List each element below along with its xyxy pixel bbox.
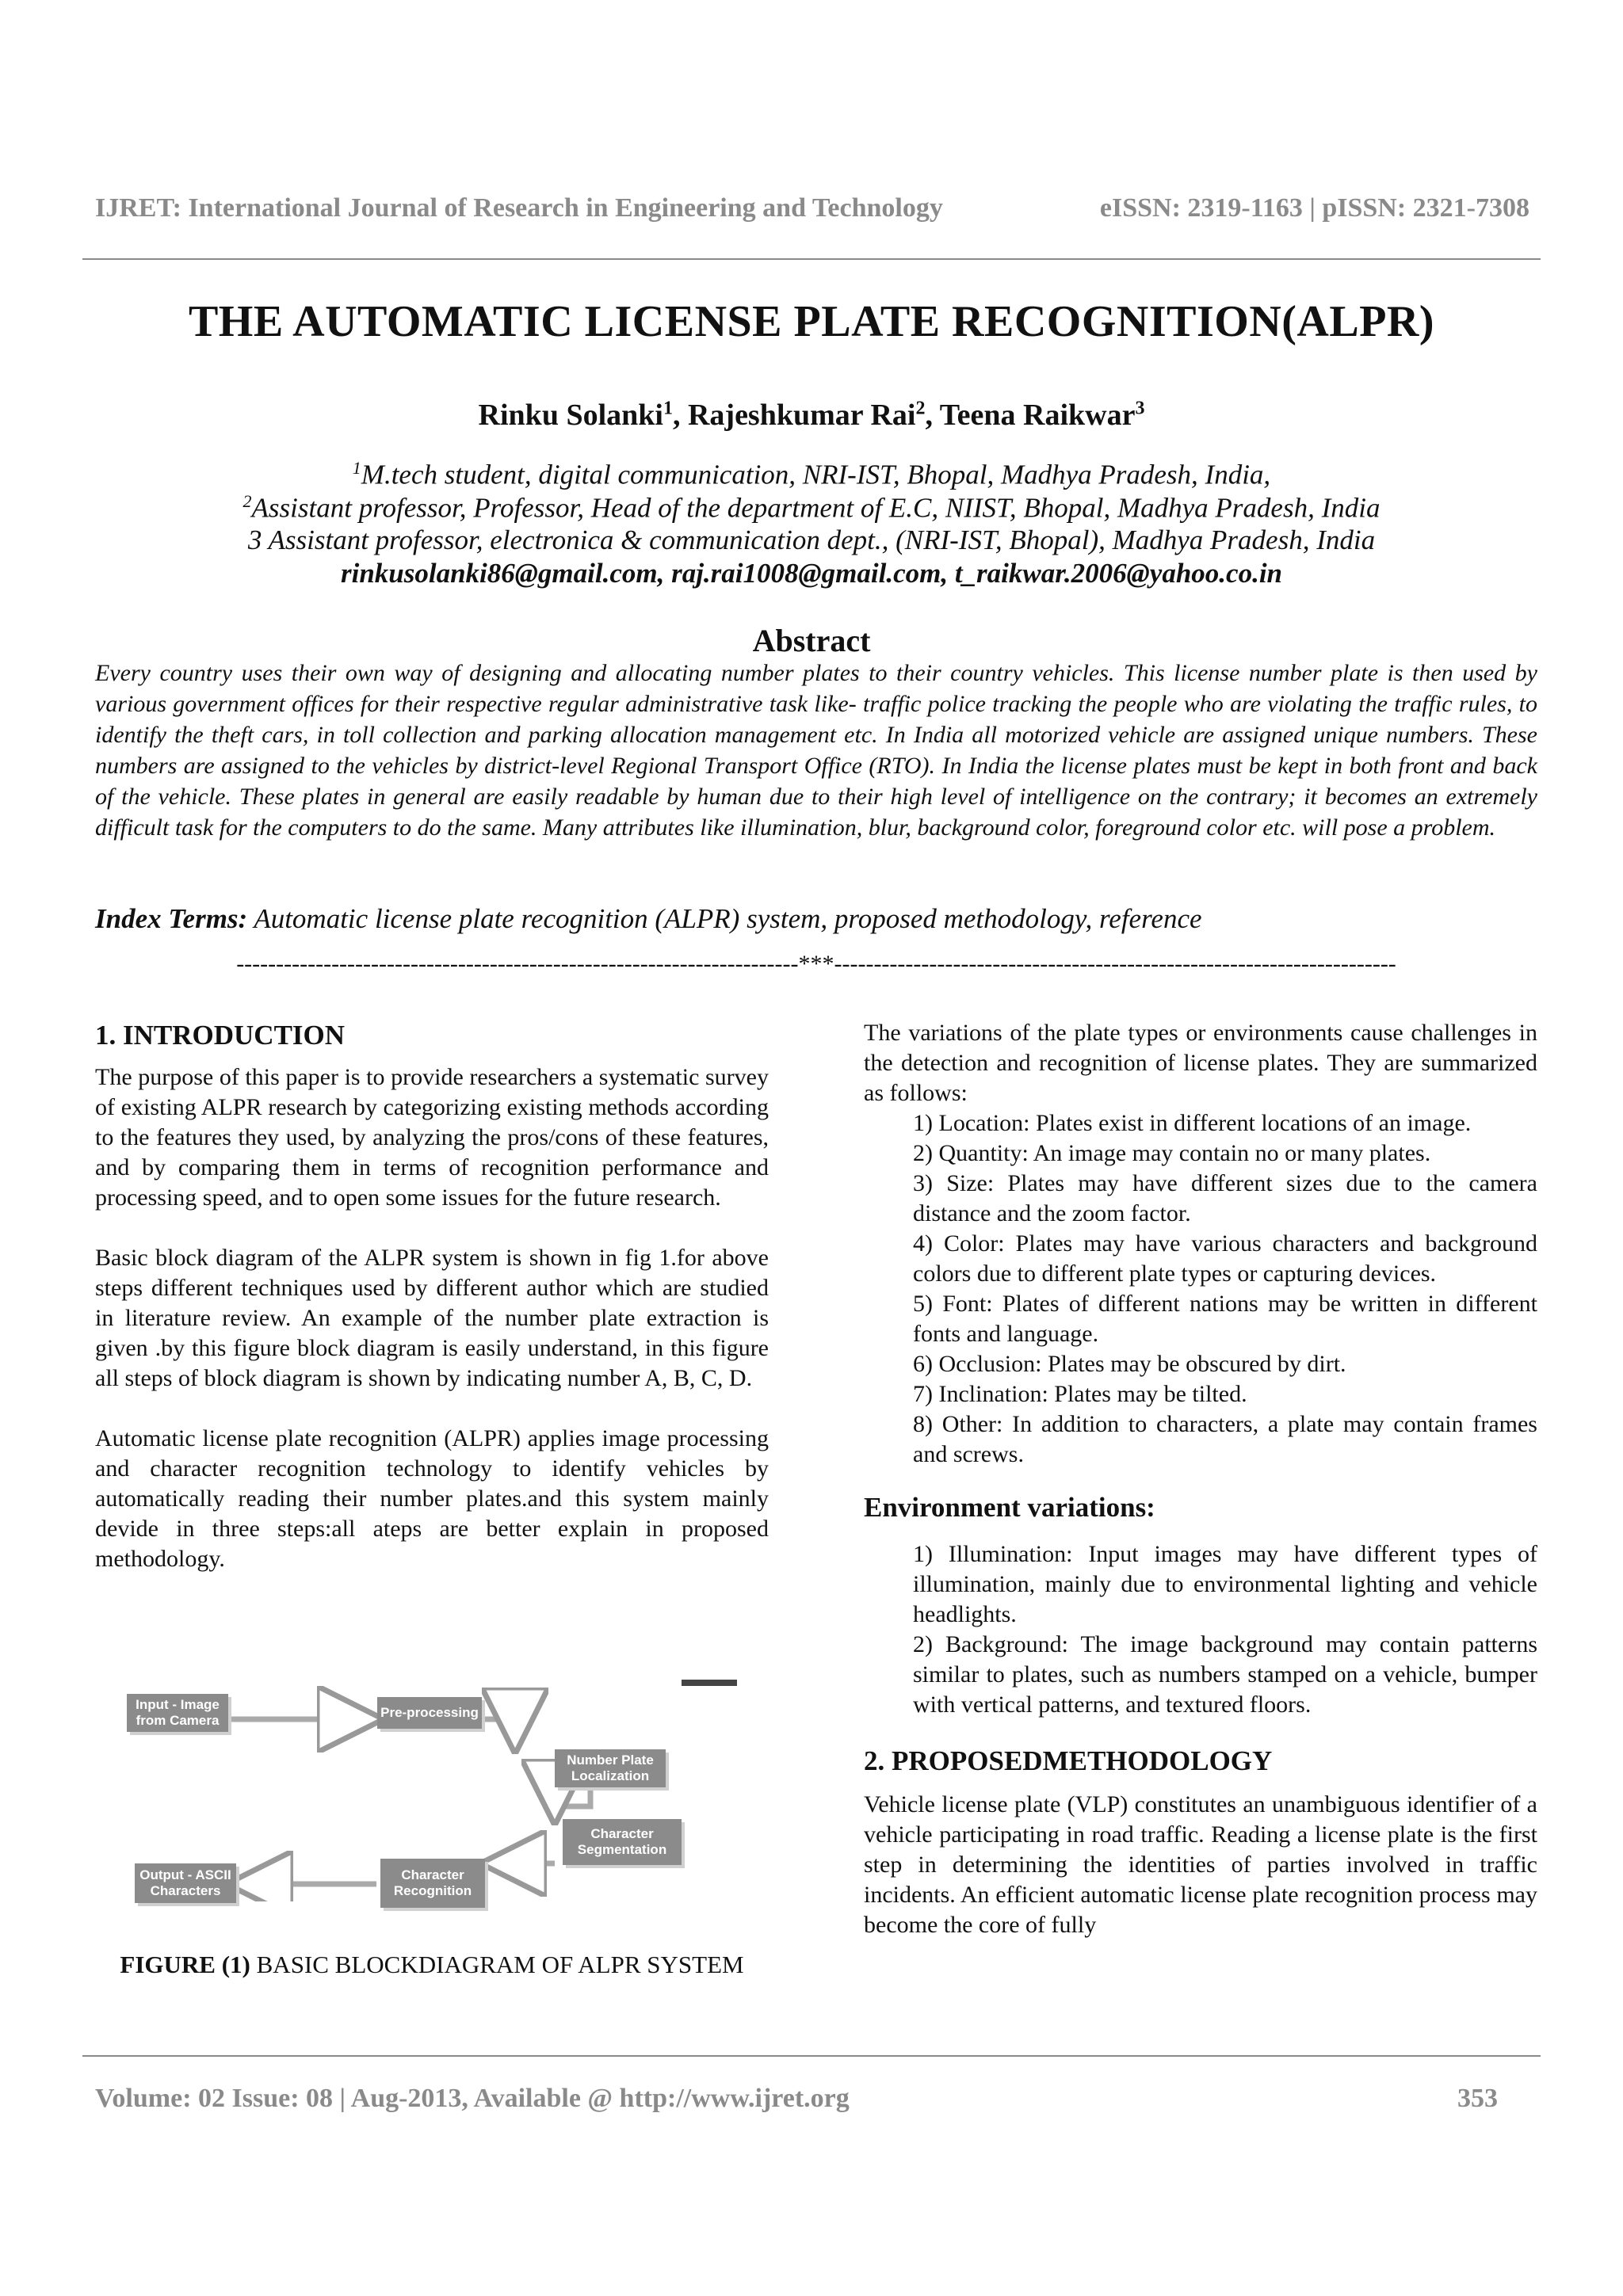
arrow-preprocessing-to-localization (485, 1719, 515, 1743)
box-output-ascii: Output - ASCII Characters (135, 1863, 236, 1903)
intro-heading: 1. INTRODUCTION (95, 1020, 346, 1051)
intro-paragraph-1: The purpose of this paper is to provide researchers a systematic survey of existing ALPR research by categorizing existing methods according to the features they used, by analyzing the pros/cons of these features, and by comparing them in terms of recognition performance and processing speed, and to open some issues for the future research. (95, 1064, 769, 1211)
list-item: 4) Color: Plates may have various characters and background colors due to different plate types or capturing devices. (913, 1230, 1537, 1287)
author-1: Rinku Solanki (478, 399, 663, 432)
list-item: 3) Size: Plates may have different sizes due to the camera distance and the zoom factor. (913, 1170, 1537, 1226)
figure-dash-mark (682, 1680, 737, 1686)
right-column (864, 1018, 1537, 1940)
list-item: 6) Occlusion: Plates may be obscured by dirt. (913, 1351, 1346, 1377)
environment-list (864, 1539, 1537, 1720)
running-footer (95, 2084, 1529, 2114)
affiliation-2 (0, 491, 1623, 524)
intro-paragraph-3: Automatic license plate recognition (ALPR) applies image processing and character recognition technology to identify vehicles by automatically reading their number plates.and this system mainly devide in three steps:all ateps are better explain in proposed methodology. (95, 1425, 769, 1572)
running-header (95, 193, 1529, 223)
environment-heading: Environment variations: (864, 1492, 1155, 1523)
authors (0, 398, 1623, 433)
list-item: 8) Other: In addition to characters, a plate may contain frames and screws. (913, 1411, 1537, 1467)
paper-title: THE AUTOMATIC LICENSE PLATE RECOGNITION(ALPR) (188, 297, 1435, 346)
variations-list (864, 1108, 1537, 1470)
section-separator: -----------------------------------------------------------------------***----------------------------------------------------------------------- (236, 951, 1396, 977)
figure-caption-label: FIGURE (1) (120, 1951, 250, 1978)
author-3-sup: 3 (1135, 398, 1145, 419)
arrow-localization-to-segmentation (555, 1784, 590, 1814)
footer-rule (82, 2055, 1541, 2057)
author-2: , Rajeshkumar Rai (672, 399, 916, 432)
header-rule (82, 258, 1541, 260)
figure-caption (95, 1949, 769, 1981)
abstract-heading: Abstract (752, 623, 871, 658)
index-terms-label: Index Terms: (95, 903, 248, 934)
author-1-sup: 1 (663, 398, 673, 419)
box-character-segmentation: Character Segmentation (563, 1819, 682, 1865)
issn: eISSN: 2319-1163 | pISSN: 2321-7308 (1099, 193, 1529, 223)
volume-info: Volume: 02 Issue: 08 | Aug-2013, Available @ http://www.ijret.org (95, 2084, 850, 2113)
affiliation-3: 3 Assistant professor, electronica & communication dept., (NRI-IST, Bhopal), Madhya Pradesh, India (247, 524, 1376, 555)
author-3: , Teena Raikwar (925, 399, 1136, 432)
list-item: 2) Background: The image background may contain patterns similar to plates, such as numbers stamped on a vehicle, bumper with vertical patterns, and textured floors. (913, 1631, 1537, 1718)
left-column (95, 1018, 769, 1574)
variations-intro: The variations of the plate types or environments cause challenges in the detection and recognition of license plates. They are summarized as follows: (864, 1020, 1537, 1106)
affiliation-1-sup: 1 (352, 458, 361, 478)
list-item: 1) Location: Plates exist in different locations of an image. (913, 1110, 1472, 1136)
figure-caption-text: BASIC BLOCKDIAGRAM OF ALPR SYSTEM (250, 1951, 744, 1978)
box-pre-processing: Pre-processing (377, 1697, 482, 1729)
list-item: 7) Inclination: Plates may be tilted. (913, 1381, 1247, 1407)
methodology-heading: 2. PROPOSEDMETHODOLOGY (864, 1745, 1273, 1776)
page-number: 353 (1457, 2084, 1498, 2113)
affiliation-1 (0, 458, 1623, 491)
abstract-text: Every country uses their own way of designing and allocating number plates to their country vehicles. This license number plate is then used by various government offices for their respective regular administrative task like- traffic police tracking the people who are violating the traffic rules, to identify the theft cars, in toll collection and parking allocation management etc. In India all motorized vehicle are assigned unique numbers. These numbers are assigned to the vehicles by district-level Regional Transport Office (RTO). In India the license plates must be kept in both front and back of the vehicle. These plates in general are easily readable by human due to their high level of intelligence on the contrary; it becomes an extremely difficult task for the computers to do the same. Many attributes like illumination, blur, background color, foreground color etc. will pose a problem. (95, 660, 1537, 841)
intro-paragraph-2: Basic block diagram of the ALPR system is shown in fig 1.for above steps different techniques used by different author which are studied in literature review. An example of the number plate extraction is given .by this figure block diagram is easily understand, in this figure all steps of block diagram is shown by indicating number A, B, C, D. (95, 1245, 769, 1391)
affiliation-1-text: M.tech student, digital communication, NRI-IST, Bhopal, Madhya Pradesh, India, (361, 459, 1271, 490)
list-item: 1) Illumination: Input images may have different types of illumination, mainly due to environmental lighting and vehicle headlights. (913, 1541, 1537, 1627)
list-item: 2) Quantity: An image may contain no or many plates. (913, 1140, 1431, 1166)
affiliation-2-text: Assistant professor, Professor, Head of the department of E.C, NIIST, Bhopal, Madhya Pradesh, India (251, 492, 1381, 524)
affiliation-2-sup: 2 (242, 491, 252, 511)
journal-name: IJRET: International Journal of Research in Engineering and Technology (95, 193, 943, 223)
index-terms-text: Automatic license plate recognition (ALPR) system, proposed methodology, reference (254, 903, 1202, 934)
box-input-image: Input - Image from Camera (127, 1694, 228, 1732)
box-plate-localization: Number Plate Localization (555, 1749, 666, 1787)
index-terms (95, 903, 1537, 935)
author-emails: rinkusolanki86@gmail.com, raj.rai1008@gmail.com, t_raikwar.2006@yahoo.co.in (340, 558, 1283, 589)
list-item: 5) Font: Plates of different nations may be written in different fonts and language. (913, 1291, 1537, 1347)
box-character-recognition: Character Recognition (380, 1859, 485, 1908)
author-2-sup: 2 (915, 398, 926, 419)
methodology-paragraph: Vehicle license plate (VLP) constitutes an unambiguous identifier of a vehicle participating in road traffic. Reading a license plate is the first step in determining the identities of parties involved in traffic incidents. An efficient automatic license plate recognition process may become the core of fully (864, 1791, 1537, 1938)
block-diagram-figure (127, 1680, 745, 1901)
